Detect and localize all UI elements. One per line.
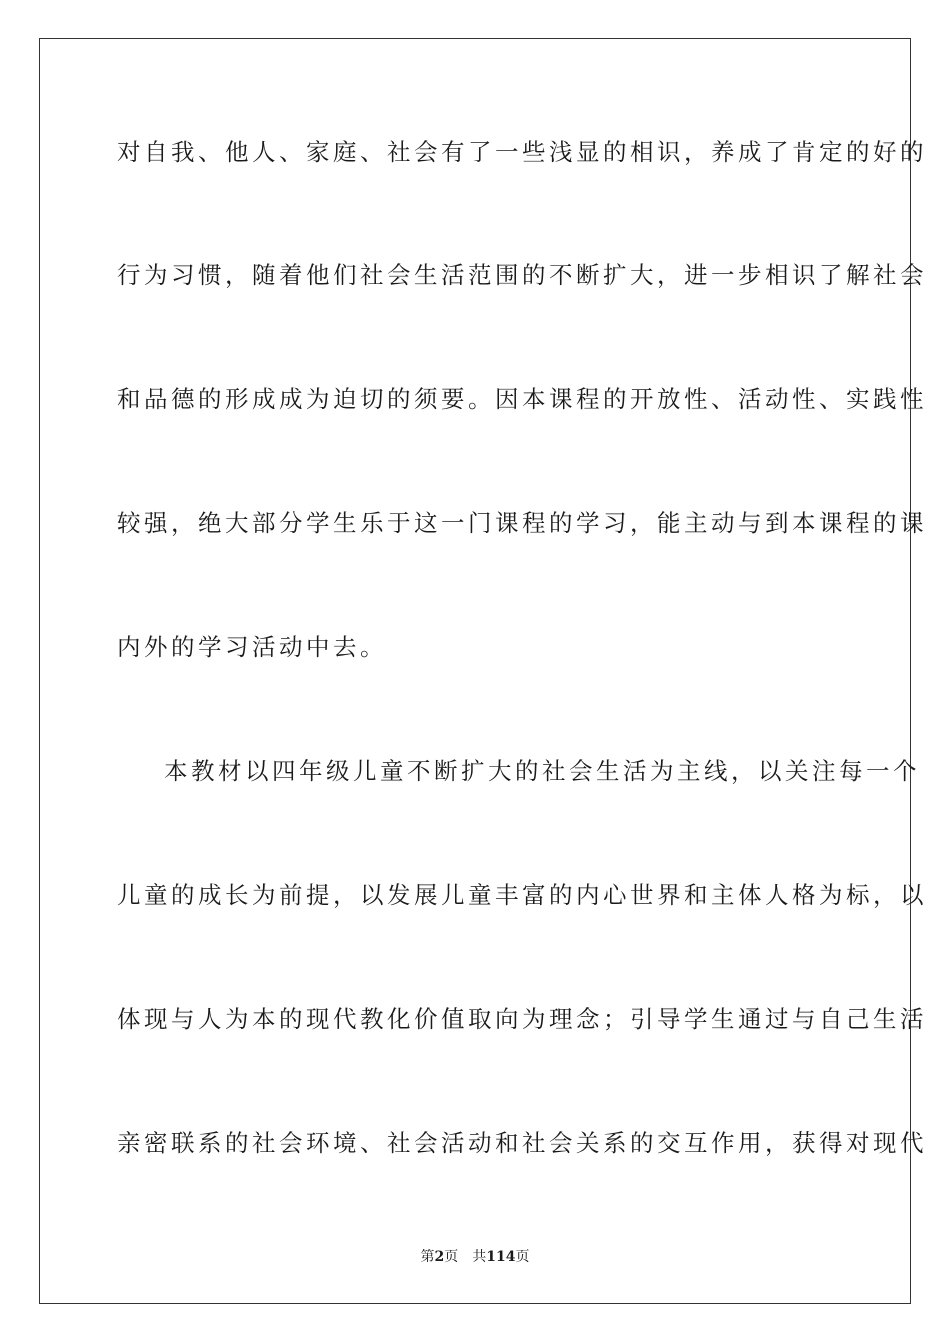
text-line-9: 亲密联系的社会环境、社会活动和社会关系的交互作用，获得对现代 [117, 1129, 927, 1157]
page-border [39, 38, 927, 1304]
total-pages: 114 [486, 1249, 516, 1265]
total-suffix: 页 [515, 1249, 530, 1265]
text-line-5: 内外的学习活动中去。 [117, 633, 387, 661]
page-prefix: 第 [420, 1249, 435, 1265]
text-line-8: 体现与人为本的现代教化价值取向为理念；引导学生通过与自己生活 [117, 1005, 927, 1033]
text-line-7: 儿童的成长为前提，以发展儿童丰富的内心世界和主体人格为标，以 [117, 881, 927, 909]
text-line-3: 和品德的形成成为迫切的须要。因本课程的开放性、活动性、实践性 [117, 385, 927, 413]
page-suffix: 页 [444, 1249, 459, 1265]
page-footer [0, 1248, 950, 1266]
text-line-4: 较强，绝大部分学生乐于这一门课程的学习，能主动与到本课程的课 [117, 509, 927, 537]
page-number: 2 [434, 1249, 445, 1265]
paragraph-2-first-line: 本教材以四年级儿童不断扩大的社会生活为主线，以关注每一个 [164, 757, 920, 785]
total-prefix: 共 [472, 1249, 487, 1265]
text-line-1: 对自我、他人、家庭、社会有了一些浅显的相识，养成了肯定的好的 [117, 138, 927, 166]
text-line-2: 行为习惯，随着他们社会生活范围的不断扩大，进一步相识了解社会 [117, 261, 927, 289]
